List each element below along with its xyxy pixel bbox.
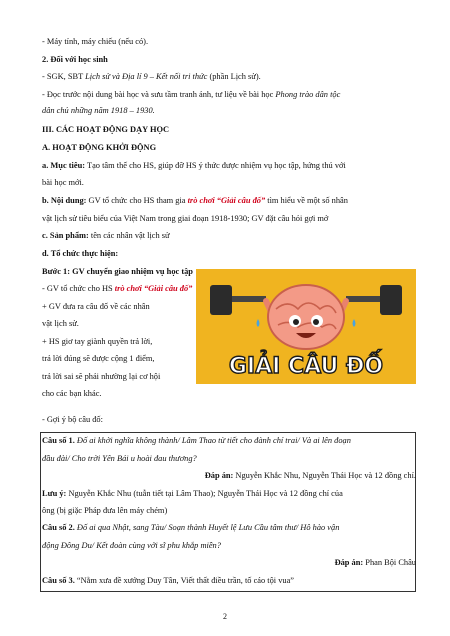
text-line: bài học mới. <box>42 178 84 187</box>
riddle-note: ông (bị giặc Pháp đưa lên máy chém) <box>42 506 168 515</box>
text-line: a. Mục tiêu: Tạo tâm thế cho HS, giúp đỡ HS ý thức được nhiệm vụ học tập, hứng thú với <box>42 161 346 170</box>
text-line: b. Nội dung: GV tổ chức cho HS tham gia trò chơi “Giải câu đố” tìm hiểu về một số nhân <box>42 196 348 205</box>
text-line: - Gợi ý bộ câu đố: <box>42 415 103 424</box>
text-line: vật lịch sử. <box>42 319 79 328</box>
brain-icon <box>268 285 344 349</box>
text-line: - GV tổ chức cho HS trò chơi “Giải câu đố” <box>42 284 193 293</box>
text-line: trả lời đúng sẽ được cộng 1 điểm, <box>42 354 155 363</box>
text-line: - Máy tính, máy chiếu (nếu có). <box>42 37 149 46</box>
riddle-question: Câu số 3. “Nằm xưa đề xướng Duy Tân, Viết thất điều trần, tố cáo tội vua” <box>42 576 295 585</box>
brain-illustration <box>196 269 416 384</box>
text-line: dân chủ những năm 1918 – 1930. <box>42 106 155 115</box>
riddle-answer: Đáp án: Nguyễn Khắc Nhu, Nguyễn Thái Học và 12 đồng chí. <box>204 471 416 480</box>
section-heading: d. Tổ chức thực hiện: <box>42 249 119 258</box>
text-line: - SGK, SBT Lịch sử và Địa lí 9 – Kết nối tri thức (phần Lịch sử). <box>42 72 261 81</box>
section-heading: Bước 1: GV chuyển giao nhiệm vụ học tập <box>42 267 193 276</box>
section-heading: 2. Đối với học sinh <box>42 55 108 64</box>
text-line: cho các bạn khác. <box>42 389 102 398</box>
text-line: + HS giơ tay giành quyền trả lời, <box>42 337 153 346</box>
riddle-question: Câu số 2. Đố ai qua Nhật, sang Tàu/ Soạn thành Huyết lệ Lưu Cầu tâm thư/ Hô hào vận <box>42 523 340 532</box>
section-heading: A. HOẠT ĐỘNG KHỞI ĐỘNG <box>42 143 157 152</box>
text-line: c. Sản phẩm: tên các nhân vật lịch sử <box>42 231 170 240</box>
riddle-question: Câu số 1. Đố ai khởi nghĩa không thành/ Lâm Thao từ tiết cho đành chí trai/ Và ai lên đoạn <box>42 436 351 445</box>
riddle-question: đầu đài/ Cho trời Yên Bái u hoài đau thương? <box>42 454 197 463</box>
text-line: vật lịch sử tiêu biểu của Việt Nam trong giai đoạn 1918-1930; GV đặt câu hỏi gợi mở <box>42 214 329 223</box>
riddle-answer: Đáp án: Phan Bội Châu <box>334 558 416 567</box>
riddle-note: Lưu ý: Nguyễn Khắc Nhu (tuẫn tiết tại Lâm Thao); Nguyễn Thái Học và 12 đồng chí của <box>42 489 343 498</box>
text-line: trả lời sai sẽ phải nhường lại cơ hội <box>42 372 161 381</box>
text-line: + GV đưa ra câu đố về các nhân <box>42 302 150 311</box>
page-number: 2 <box>223 612 227 621</box>
riddle-question: động Đông Du/ Kết đoàn cùng với sĩ phu khắp miền? <box>42 541 221 550</box>
text-line: - Đọc trước nội dung bài học và sưu tầm tranh ảnh, tư liệu về bài học Phong trào dân tộc <box>42 90 341 99</box>
illustration-caption: GIẢI CÂU ĐỐ <box>228 354 384 379</box>
section-heading: III. CÁC HOẠT ĐỘNG DẠY HỌC <box>42 125 170 134</box>
